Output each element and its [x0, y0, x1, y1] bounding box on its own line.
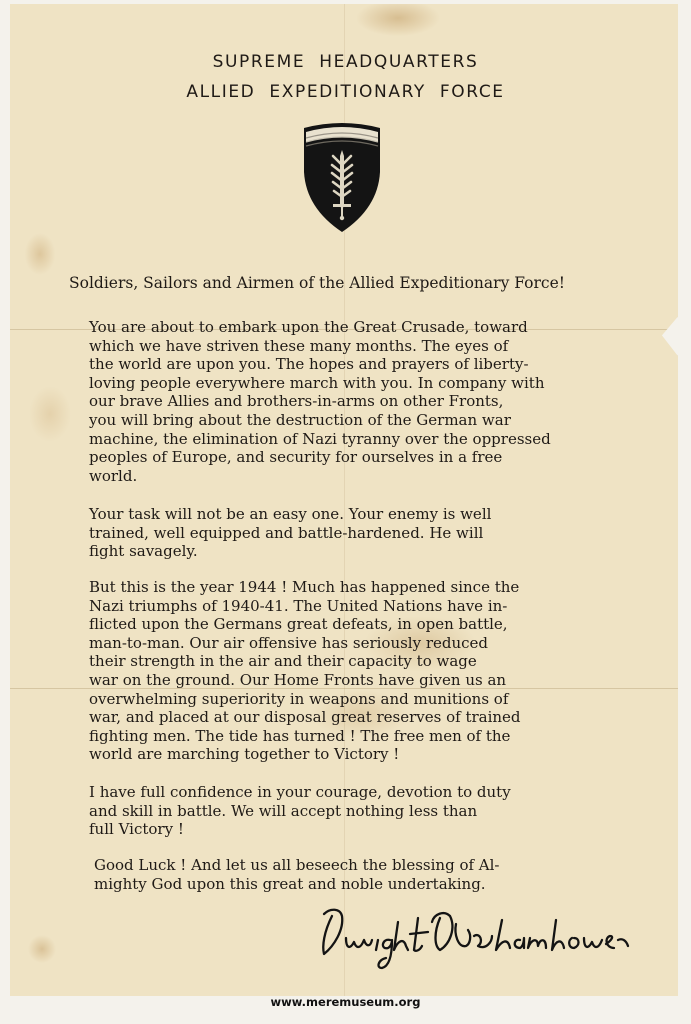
text-line: But this is the year 1944 ! Much has happened since the	[89, 578, 520, 596]
text-line: war, and placed at our disposal great reserves of trained	[89, 708, 521, 727]
text-line: mighty God upon this great and noble undertaking.	[94, 874, 486, 893]
text-line: overwhelming superiority in weapons and munitions of	[89, 689, 509, 708]
text-line: fight savagely.	[89, 542, 198, 561]
text-line: Nazi triumphs of 1940-41. The United Nations have in-	[89, 596, 508, 615]
paragraph-3	[89, 578, 589, 764]
paragraph-5	[94, 856, 594, 893]
header-line-1: SUPREME HEADQUARTERS	[212, 52, 479, 72]
text-line: trained, well equipped and battle-hardened. He will	[89, 523, 484, 542]
paragraph-1	[89, 318, 589, 485]
text-line: loving people everywhere march with you. In company with	[89, 373, 545, 392]
text-line: Good Luck ! And let us all beseech the blessing of Al-	[94, 856, 500, 874]
paragraph-2	[89, 505, 589, 561]
text-line: Your task will not be an easy one. Your enemy is well	[89, 505, 492, 523]
text-line: I have full confidence in your courage, devotion to duty	[89, 783, 511, 801]
text-line: You are about to embark upon the Great Crusade, toward	[89, 318, 528, 336]
text-line: war on the ground. Our Home Fronts have given us an	[89, 670, 507, 689]
shaef-shield-sword-icon	[300, 120, 384, 234]
text-line: and skill in battle. We will accept nothing less than	[89, 801, 478, 820]
text-line: full Victory !	[89, 820, 184, 839]
source-url[interactable]: www.meremuseum.org	[270, 995, 421, 1009]
text-line: world.	[89, 466, 138, 485]
header-line-2: ALLIED EXPEDITIONARY FORCE	[186, 82, 505, 102]
text-line: which we have striven these many months. The eyes of	[89, 336, 509, 355]
text-line: man-to-man. Our air offensive has seriously reduced	[89, 633, 489, 652]
text-line: the world are upon you. The hopes and prayers of liberty-	[89, 355, 529, 374]
text-line: flicted upon the Germans great defeats, in open battle,	[89, 615, 508, 634]
salutation: Soldiers, Sailors and Airmen of the Allied Expeditionary Force!	[69, 274, 565, 292]
eisenhower-signature	[316, 902, 636, 974]
text-line: world are marching together to Victory !	[89, 745, 400, 764]
text-line: machine, the elimination of Nazi tyranny over the oppressed	[89, 429, 551, 448]
text-line: peoples of Europe, and security for ourselves in a free	[89, 448, 503, 467]
text-line: fighting men. The tide has turned ! The free men of the	[89, 726, 511, 745]
paragraph-4	[89, 783, 589, 839]
text-line: their strength in the air and their capacity to wage	[89, 652, 477, 671]
text-line: you will bring about the destruction of the German war	[89, 410, 511, 429]
text-line: our brave Allies and brothers-in-arms on other Fronts,	[89, 392, 504, 411]
